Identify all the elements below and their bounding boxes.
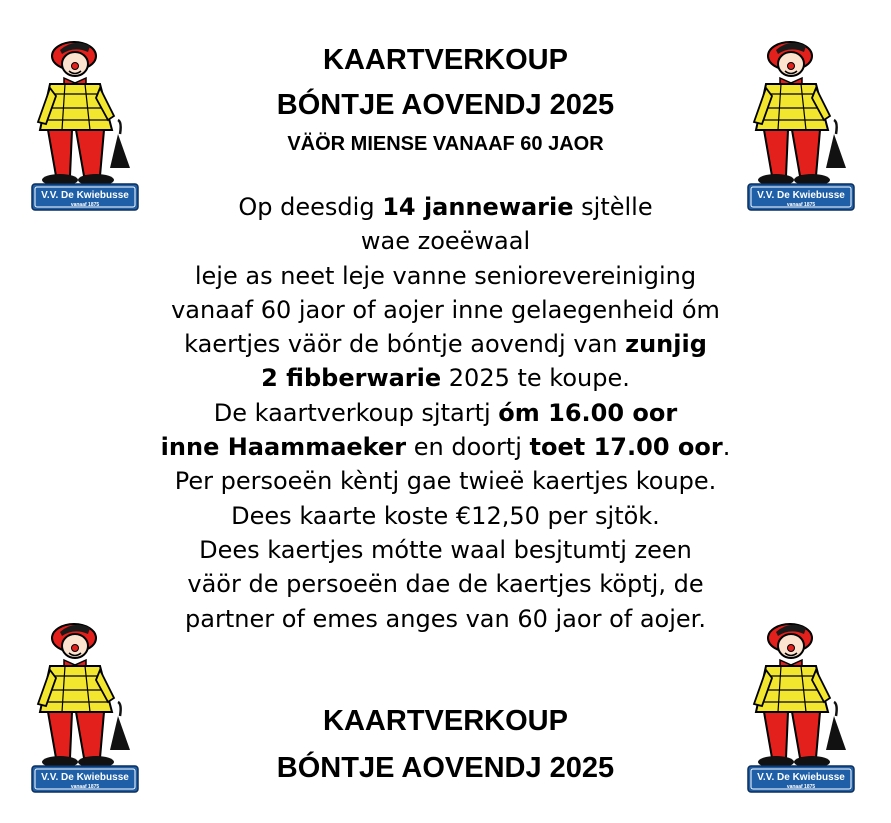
logo-since: vanaaf 1875 — [786, 202, 816, 208]
logo-bottom-right — [746, 620, 858, 795]
text-line: leje as neet leje vanne seniorevereiniging — [194, 261, 697, 290]
logo-since: vanaaf 1875 — [70, 202, 100, 208]
footer-title: KAARTVERKOUP — [323, 705, 568, 737]
text-line: wae zoeëwaal — [360, 227, 531, 256]
header-title: KAARTVERKOUP — [323, 44, 568, 76]
text-line: Per persoeën kèntj gae twieë kaertjes koupe. — [174, 467, 717, 496]
text-line — [0, 327, 891, 361]
date-emphasis: 14 jannewarie — [382, 193, 574, 221]
text-span: 2025 te koupe. — [441, 364, 630, 393]
header-subtitle: BÓNTJE AOVENDJ 2025 — [276, 89, 615, 121]
logo-top-left — [30, 38, 142, 213]
text-line — [0, 430, 891, 464]
text-line: Dees kaarte koste €12,50 per sjtök. — [231, 501, 660, 530]
clown-mascot-icon — [30, 38, 142, 213]
logo-club-name: V.V. De Kwiebusse — [41, 190, 129, 201]
text-span: Op deesdig — [238, 193, 383, 221]
time-emphasis: toet 17.00 oor — [529, 433, 723, 462]
text-span: kaertjes väör de bóntje aovendj van — [184, 330, 626, 359]
header-audience: VÄÖR MIENSE VANAAF 60 JAOR — [287, 133, 604, 155]
text-line — [0, 396, 891, 430]
text-span: sjtèlle — [573, 193, 653, 221]
time-emphasis: óm 16.00 oor — [498, 398, 678, 427]
clown-mascot-icon — [746, 38, 858, 213]
text-line: vanaaf 60 jaor of aojer inne gelaegenheid óm — [171, 295, 720, 324]
logo-club-name: V.V. De Kwiebusse — [41, 772, 129, 783]
logo-club-name: V.V. De Kwiebusse — [757, 190, 845, 201]
logo-top-right — [746, 38, 858, 213]
text-line: väör de persoeën dae de kaertjes köptj, de — [187, 570, 704, 599]
date-emphasis: 2 fibberwarie — [261, 364, 442, 393]
text-span: . — [722, 433, 731, 462]
text-line: partner of emes anges van 60 jaor of aojer. — [185, 604, 706, 633]
day-emphasis: zunjig — [625, 330, 707, 359]
text-line: Dees kaertjes mótte waal besjtumtj zeen — [199, 535, 692, 564]
text-span: De kaartverkoup sjtartj — [213, 398, 499, 427]
clown-mascot-icon — [30, 620, 142, 795]
clown-mascot-icon — [746, 620, 858, 795]
location-emphasis: inne Haammaeker — [160, 433, 407, 462]
logo-since: vanaaf 1875 — [786, 784, 816, 790]
logo-since: vanaaf 1875 — [70, 784, 100, 790]
announcement-text — [0, 190, 891, 636]
logo-club-name: V.V. De Kwiebusse — [757, 772, 845, 783]
text-span: en doortj — [406, 433, 530, 462]
logo-bottom-left — [30, 620, 142, 795]
text-line — [0, 361, 891, 395]
footer-subtitle: BÓNTJE AOVENDJ 2025 — [276, 752, 615, 784]
